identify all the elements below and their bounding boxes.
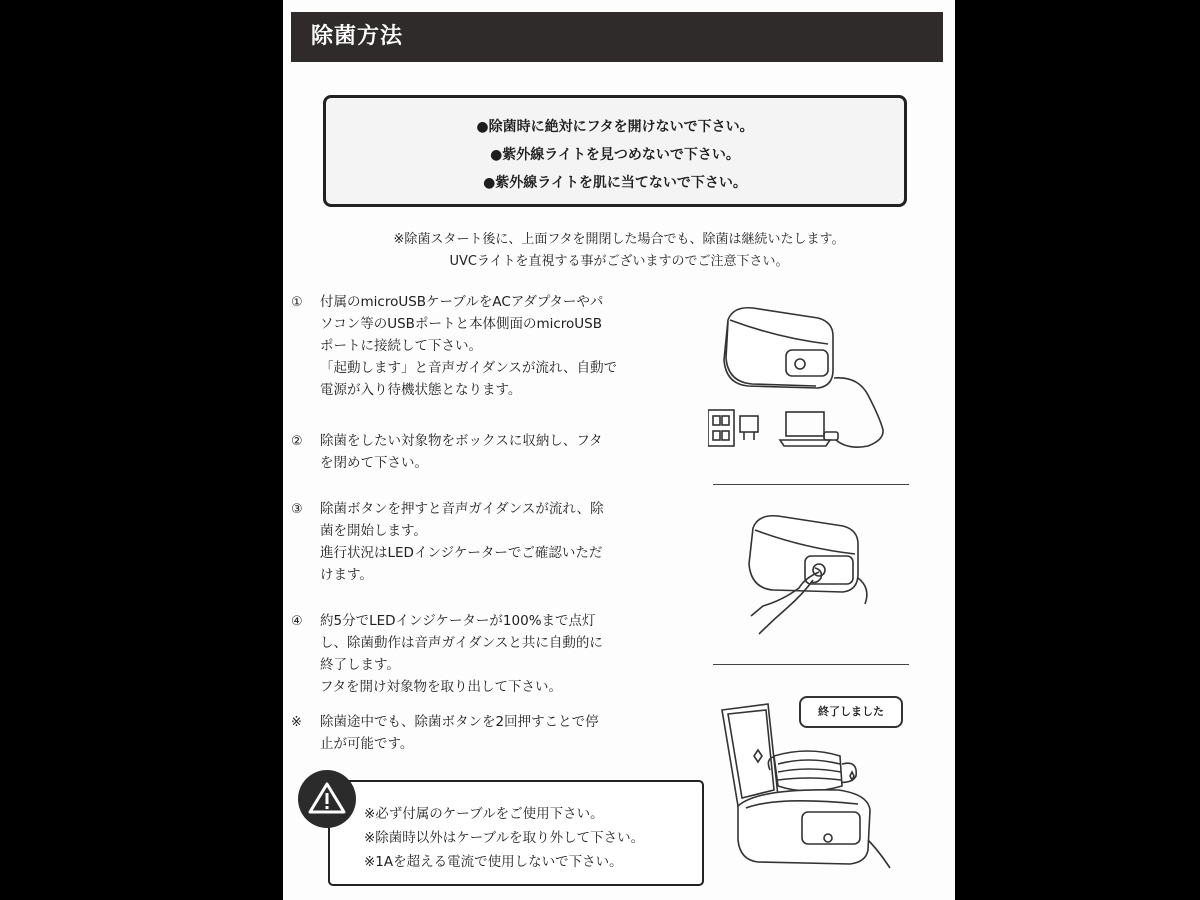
step-number: ④ (291, 614, 303, 629)
step-number: ※ (291, 715, 302, 730)
step-text: 除菌ボタンを押すと音声ガイダンスが流れ、除 菌を開始します。 進行状況はLEDインジケーターでご確認いただ けます。 (320, 501, 604, 583)
note-line: UVCライトを直視する事がございますのでご注意下さい。 (449, 254, 789, 269)
step-text: 除菌途中でも、除菌ボタンを2回押すことで停 止が可能です。 (320, 714, 599, 752)
caution-line: ※除菌時以外はケーブルを取り外して下さい。 (364, 830, 645, 846)
step-number: ② (291, 434, 303, 449)
warning-line: ●紫外線ライトを肌に当てないで下さい。 (483, 175, 747, 191)
step-number: ③ (291, 502, 303, 517)
warning-box (323, 95, 907, 207)
warning-line: ●紫外線ライトを見つめないで下さい。 (490, 147, 740, 163)
press-button-illustration (743, 508, 883, 638)
caution-box (328, 780, 704, 886)
section-header (291, 12, 943, 62)
caution-line: ※必ず付属のケーブルをご使用下さい。 (364, 806, 604, 822)
caution-line: ※1Aを超える電流で使用しないで下さい。 (364, 854, 623, 870)
step-text: 約5分でLEDインジケーターが100%まで点灯 し、除菌動作は音声ガイダンスと共に自動的に 終了します。 フタを開け対象物を取り出して下さい。 (320, 613, 603, 695)
divider (713, 484, 909, 485)
step-text: 除菌をしたい対象物をボックスに収納し、フタ を閉めて下さい。 (320, 433, 603, 471)
speech-bubble: 終了しました (799, 696, 903, 728)
warning-line: ●除菌時に絶対にフタを開けないで下さい。 (476, 119, 754, 135)
usb-connection-illustration (708, 300, 908, 460)
note-line: ※除菌スタート後に、上面フタを開閉した場合でも、除菌は継続いたします。 (393, 232, 845, 247)
divider (713, 664, 909, 665)
caution-badge (298, 770, 356, 828)
warning-triangle-icon (298, 770, 356, 828)
step-text: 付属のmicroUSBケーブルをACアダプターやパ ソコン等のUSBポートと本体側面のmicroUSB ポートに接続して下さい。 「起動します」と音声ガイダンスが流れ、自動で 電源が入り待機状態となります。 (320, 294, 618, 398)
instruction-page (283, 0, 955, 900)
step-number: ① (291, 295, 303, 310)
section-title: 除菌方法 (311, 24, 404, 49)
